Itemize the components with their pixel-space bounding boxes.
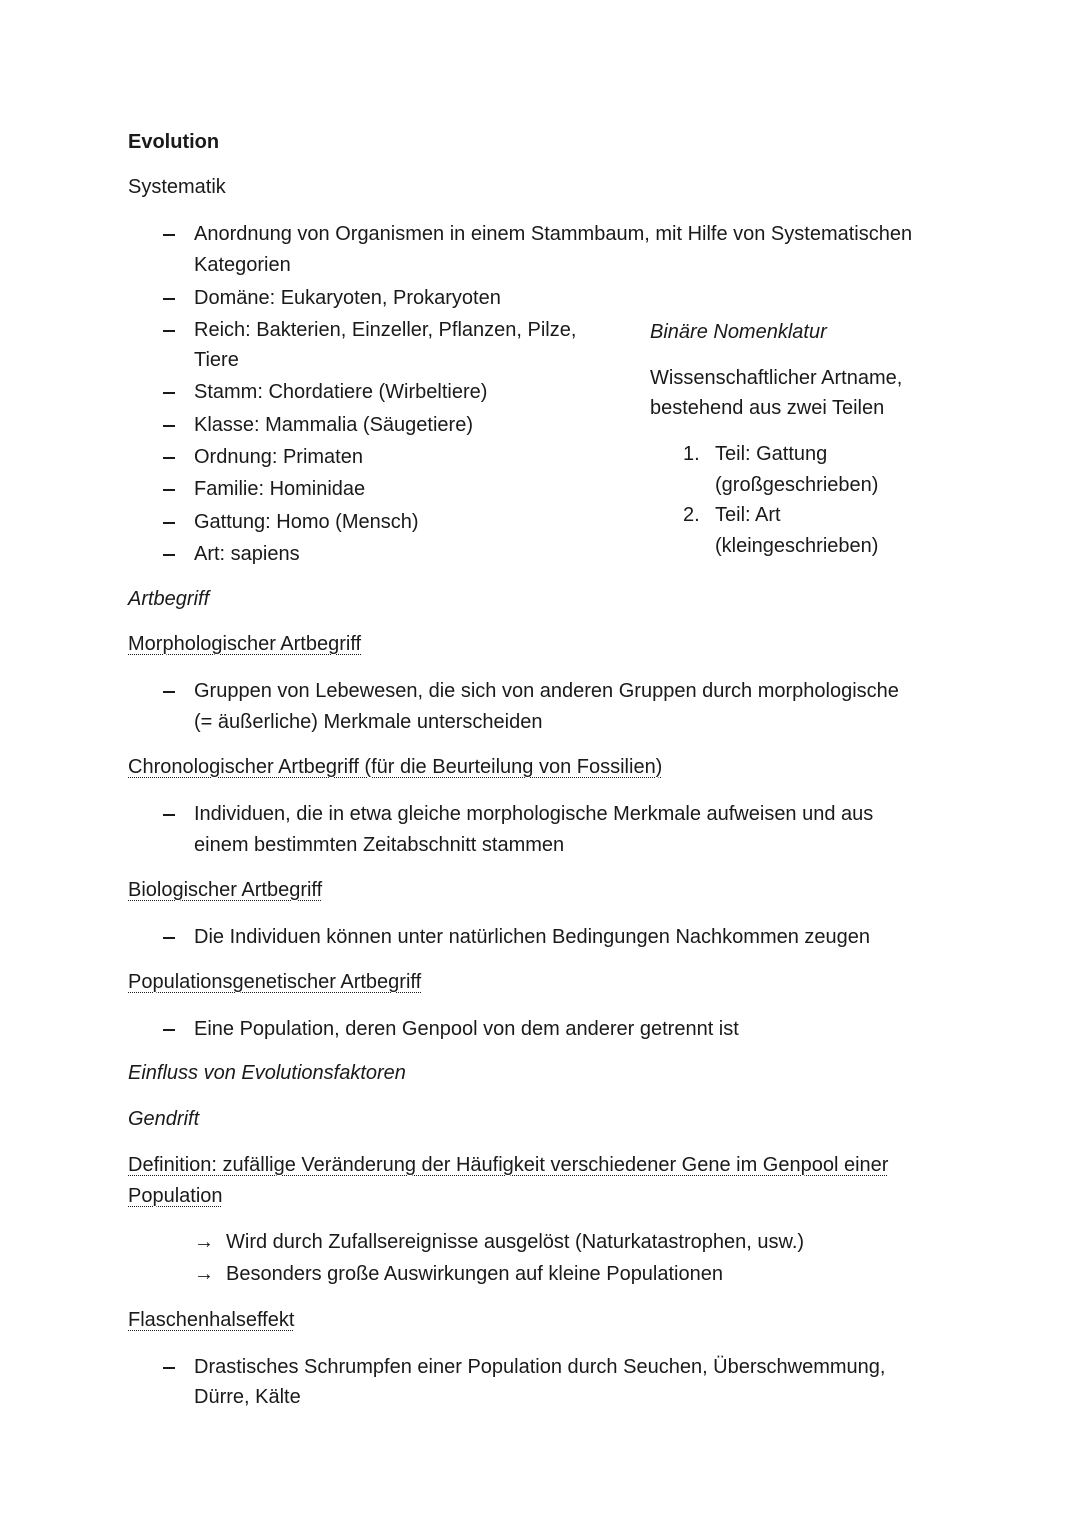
subheading-populationsgenetisch: Populationsgenetischer Artbegriff (128, 971, 422, 993)
bullet-dash (163, 1367, 175, 1369)
subheading-flaschenhalseffekt: Flaschenhalseffekt (128, 1309, 295, 1331)
numbered-item: (großgeschrieben) (715, 474, 879, 496)
bullet-dash (163, 554, 175, 556)
arrow-right-icon: → (194, 1231, 214, 1253)
list-item: einem bestimmten Zeitabschnitt stammen (194, 834, 565, 856)
list-item: Domäne: Eukaryoten, Prokaryoten (194, 287, 501, 309)
section-heading-einfluss: Einfluss von Evolutionsfaktoren (128, 1062, 406, 1084)
bullet-dash (163, 522, 175, 524)
section-heading-systematik: Systematik (128, 176, 226, 198)
bullet-dash (163, 298, 175, 300)
arrow-list-item: Besonders große Auswirkungen auf kleine Populationen (226, 1263, 723, 1285)
nomenklatur-description: bestehend aus zwei Teilen (650, 397, 885, 419)
bullet-dash (163, 814, 175, 816)
bullet-dash (163, 330, 175, 332)
list-item: Eine Population, deren Genpool von dem anderer getrennt ist (194, 1018, 739, 1040)
list-item: Anordnung von Organismen in einem Stammbaum, mit Hilfe von Systematischen (194, 223, 913, 245)
gendrift-definition: Population (128, 1185, 223, 1207)
section-heading-gendrift: Gendrift (128, 1108, 200, 1130)
subheading-chronologisch: Chronologischer Artbegriff (für die Beurteilung von Fossilien) (128, 756, 663, 778)
list-item: Individuen, die in etwa gleiche morphologische Merkmale aufweisen und aus (194, 803, 874, 825)
bullet-dash (163, 489, 175, 491)
list-item: Dürre, Kälte (194, 1386, 301, 1408)
bullet-dash (163, 425, 175, 427)
arrow-right-icon: → (194, 1263, 214, 1285)
bullet-dash (163, 234, 175, 236)
numbered-item: (kleingeschrieben) (715, 535, 879, 557)
list-item: Tiere (194, 349, 239, 371)
bullet-dash (163, 691, 175, 693)
arrow-list-item: Wird durch Zufallsereignisse ausgelöst (Naturkatastrophen, usw.) (226, 1231, 805, 1253)
bullet-dash (163, 1029, 175, 1031)
list-item: Die Individuen können unter natürlichen Bedingungen Nachkommen zeugen (194, 926, 871, 948)
numbered-item: Teil: Art (715, 504, 781, 526)
list-item: Stamm: Chordatiere (Wirbeltiere) (194, 381, 488, 403)
numbered-item: Teil: Gattung (715, 443, 828, 465)
subheading-morphologisch: Morphologischer Artbegriff (128, 633, 362, 655)
list-item: Reich: Bakterien, Einzeller, Pflanzen, Pilze, (194, 319, 577, 341)
list-item: Gruppen von Lebewesen, die sich von anderen Gruppen durch morphologische (194, 680, 899, 702)
gendrift-definition: Definition: zufällige Veränderung der Häufigkeit verschiedener Gene im Genpool einer (128, 1154, 889, 1176)
bullet-dash (163, 392, 175, 394)
numbered-item-number: 2. (683, 504, 700, 526)
bullet-dash (163, 457, 175, 459)
list-item: Art: sapiens (194, 543, 300, 565)
subheading-biologisch: Biologischer Artbegriff (128, 879, 323, 901)
bullet-dash (163, 937, 175, 939)
section-heading-artbegriff: Artbegriff (128, 588, 210, 610)
list-item: Familie: Hominidae (194, 478, 366, 500)
nomenklatur-description: Wissenschaftlicher Artname, (650, 367, 903, 389)
nomenklatur-heading: Binäre Nomenklatur (650, 321, 827, 343)
list-item: Klasse: Mammalia (Säugetiere) (194, 414, 473, 436)
list-item: (= äußerliche) Merkmale unterscheiden (194, 711, 543, 733)
list-item: Gattung: Homo (Mensch) (194, 511, 419, 533)
numbered-item-number: 1. (683, 443, 700, 465)
list-item: Kategorien (194, 254, 291, 276)
list-item: Drastisches Schrumpfen einer Population durch Seuchen, Überschwemmung, (194, 1356, 886, 1378)
list-item: Ordnung: Primaten (194, 446, 363, 468)
page-title: Evolution (128, 131, 220, 153)
